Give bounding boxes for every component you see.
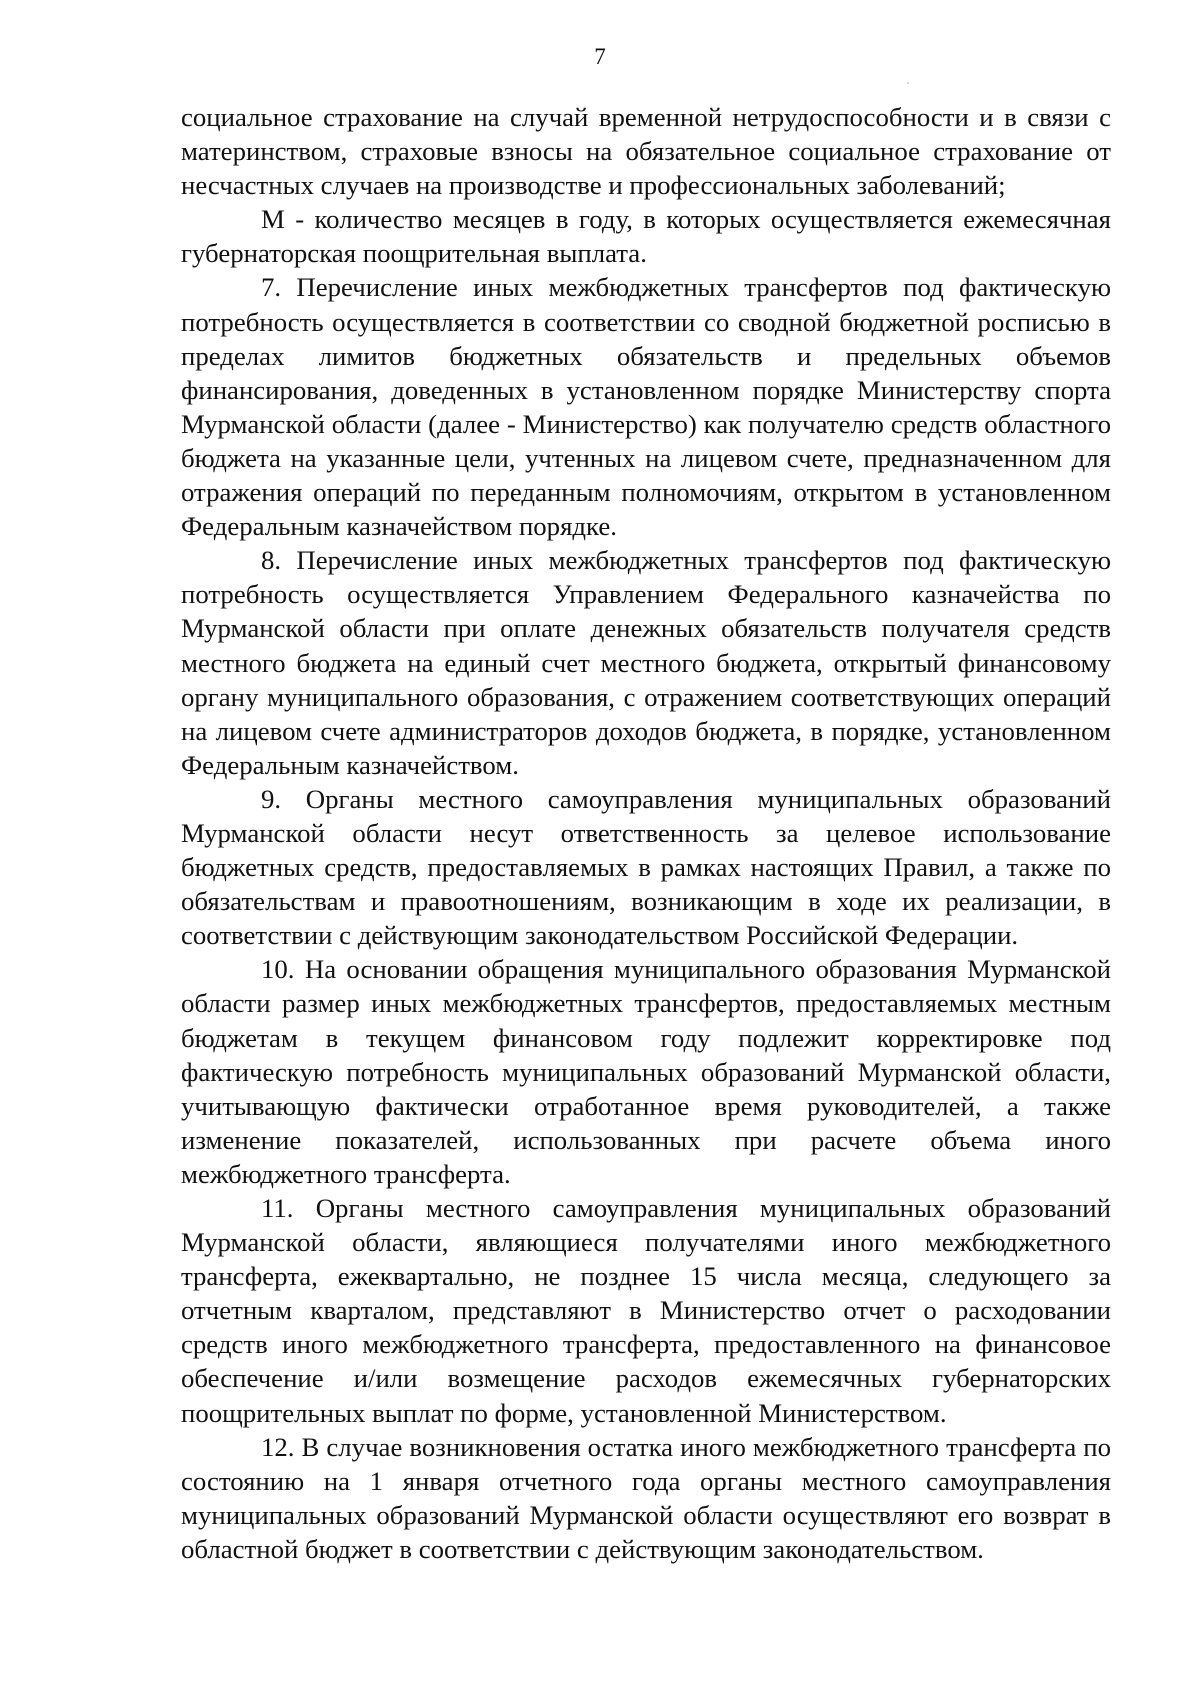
paragraph-7: 7. Перечисление иных межбюджетных трансфертов под фактическую потребность осуществляется в соответствии со сводной бюджетной росписью в пределах лимитов бюджетных обязательств и предельных объемов финансирования, доведенных в установленном порядке Министерству спорта Мурманской области (далее - Министерство) как получателю средств областного бюджета на указанные цели, учтенных на лицевом счете, предназначенном для отражения операций по переданным полномочиям, открытом в установленном Федеральным казначейством порядке. xyxy=(181,272,1111,542)
paragraph-11: 11. Органы местного самоуправления муниципальных образований Мурманской области, являющиеся получателями иного межбюджетного трансферта, ежеквартально, не позднее 15 числа месяца, следующего за отчетным кварталом, представляют в Министерство отчет о расходовании средств иного межбюджетного трансферта, предоставленного на финансовое обеспечение и/или возмещение расходов ежемесячных губернаторских поощрительных выплат по форме, установленной Министерством. xyxy=(181,1193,1111,1428)
document-body xyxy=(181,100,1111,1566)
paragraph-continuation: социальное страхование на случай временной нетрудоспособности и в связи с материнством, страховые взносы на обязательное социальное страхование от несчастных случаев на производстве и профессиональных заболеваний; xyxy=(181,102,1111,201)
paragraph-12: 12. В случае возникновения остатка иного межбюджетного трансферта по состоянию на 1 января отчетного года органы местного самоуправления муниципальных образований Мурманской области осуществляют его возврат в областной бюджет в соответствии с действующим законодательством. xyxy=(181,1431,1111,1564)
paragraph-10: 10. На основании обращения муниципального образования Мурманской области размер иных межбюджетных трансфертов, предоставляемых местным бюджетам в текущем финансовом году подлежит корректировке под фактическую потребность муниципальных образований Мурманской области, учитывающую фактически отработанное время руководителей, а также изменение показателей, использованных при расчете объема иного межбюджетного трансферта. xyxy=(181,954,1111,1189)
page-number: 7 xyxy=(594,44,606,69)
paragraph-definition-m: М - количество месяцев в году, в которых осуществляется ежемесячная губернаторская поощрительная выплата. xyxy=(181,204,1111,269)
paragraph-9: 9. Органы местного самоуправления муниципальных образований Мурманской области несут ответственность за целевое использование бюджетных средств, предоставляемых в рамках настоящих Правил, а также по обязательствам и правоотношениям, возникающим в ходе их реализации, в соответствии с действующим законодательством Российской Федерации. xyxy=(181,783,1111,951)
scan-artifact-dot xyxy=(907,82,909,84)
paragraph-8: 8. Перечисление иных межбюджетных трансфертов под фактическую потребность осуществляется Управлением Федерального казначейства по Мурманской области при оплате денежных обязательств получателя средств местного бюджета на единый счет местного бюджета, открытый финансовому органу муниципального образования, с отражением соответствующих операций на лицевом счете администраторов доходов бюджета, в порядке, установленном Федеральным казначейством. xyxy=(181,545,1111,780)
